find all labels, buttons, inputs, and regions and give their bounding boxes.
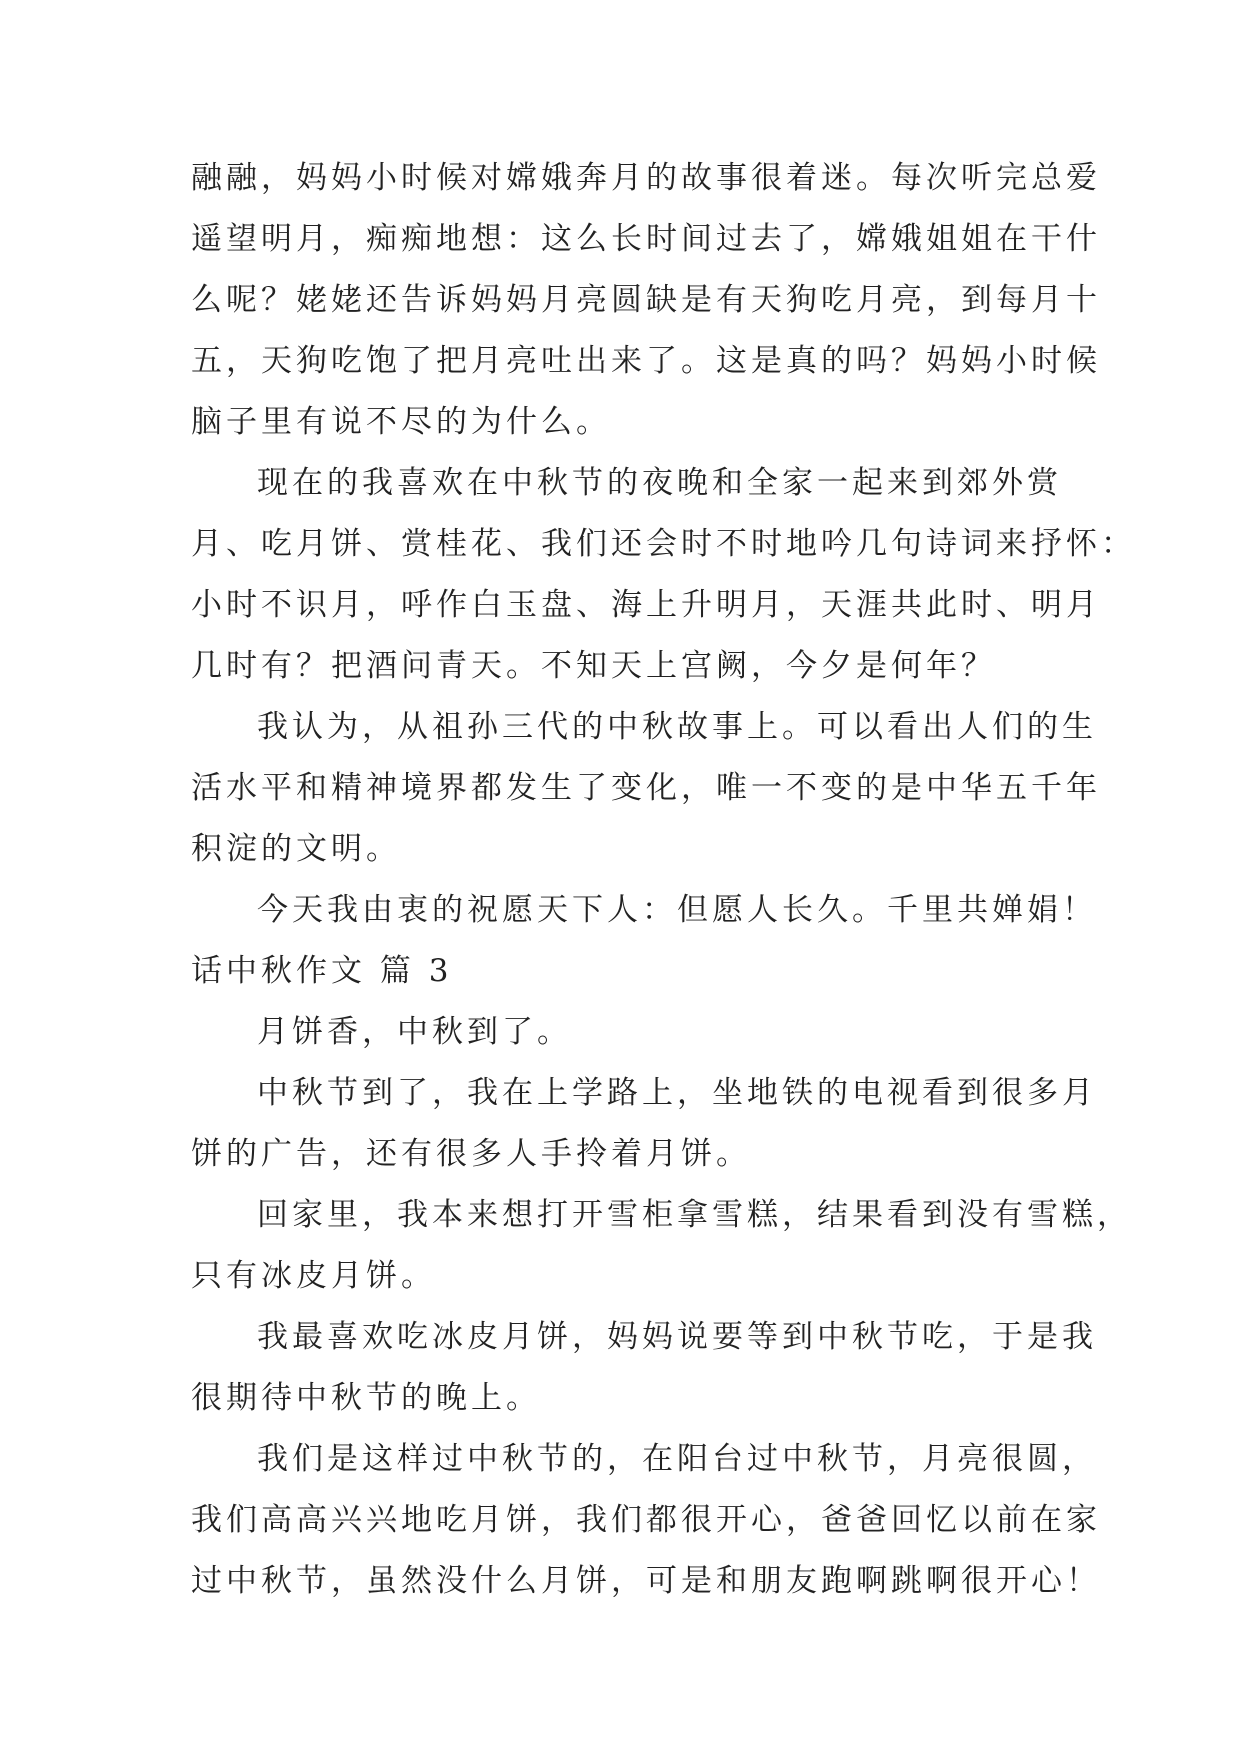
text-line: 月、吃月饼、赏桂花、我们还会时不时地吟几句诗词来抒怀： <box>191 526 1136 562</box>
paragraph-start-line: 现在的我喜欢在中秋节的夜晚和全家一起来到郊外赏 <box>257 465 1062 501</box>
paragraph-start-line: 我们是这样过中秋节的，在阳台过中秋节，月亮很圆， <box>257 1441 1097 1477</box>
text-line: 过中秋节，虽然没什么月饼，可是和朋友跑啊跳啊很开心！ <box>191 1563 1101 1599</box>
text-line: 融融，妈妈小时候对嫦娥奔月的故事很着迷。每次听完总爱 <box>191 160 1101 196</box>
text-line: 饼的广告，还有很多人手拎着月饼。 <box>191 1136 751 1172</box>
text-line: 脑子里有说不尽的为什么。 <box>191 404 611 440</box>
paragraph-start-line: 我最喜欢吃冰皮月饼，妈妈说要等到中秋节吃，于是我 <box>257 1319 1097 1355</box>
text-line: 活水平和精神境界都发生了变化，唯一不变的是中华五千年 <box>191 770 1101 806</box>
paragraph-start-line: 月饼香，中秋到了。 <box>257 1014 572 1050</box>
paragraph-start-line: 回家里，我本来想打开雪柜拿雪糕，结果看到没有雪糕， <box>257 1197 1132 1233</box>
text-line: 我们高高兴兴地吃月饼，我们都很开心，爸爸回忆以前在家 <box>191 1502 1101 1538</box>
text-line: 遥望明月，痴痴地想：这么长时间过去了，嫦娥姐姐在干什 <box>191 221 1101 257</box>
text-line: 很期待中秋节的晚上。 <box>191 1380 541 1416</box>
text-line: 积淀的文明。 <box>191 831 401 867</box>
text-line: 么呢？姥姥还告诉妈妈月亮圆缺是有天狗吃月亮，到每月十 <box>191 282 1101 318</box>
text-line: 只有冰皮月饼。 <box>191 1258 436 1294</box>
text-line: 小时不识月，呼作白玉盘、海上升明月，天涯共此时、明月 <box>191 587 1101 623</box>
text-line: 五，天狗吃饱了把月亮吐出来了。这是真的吗？妈妈小时候 <box>191 343 1101 379</box>
paragraph-start-line: 今天我由衷的祝愿天下人：但愿人长久。千里共婵娟！ <box>257 892 1097 928</box>
text-line: 几时有？把酒问青天。不知天上宫阙，今夕是何年？ <box>191 648 996 684</box>
paragraph-start-line: 中秋节到了，我在上学路上，坐地铁的电视看到很多月 <box>257 1075 1097 1111</box>
section-heading: 话中秋作文 篇 3 <box>191 953 453 989</box>
paragraph-start-line: 我认为，从祖孙三代的中秋故事上。可以看出人们的生 <box>257 709 1097 745</box>
document-page <box>191 148 1136 1612</box>
